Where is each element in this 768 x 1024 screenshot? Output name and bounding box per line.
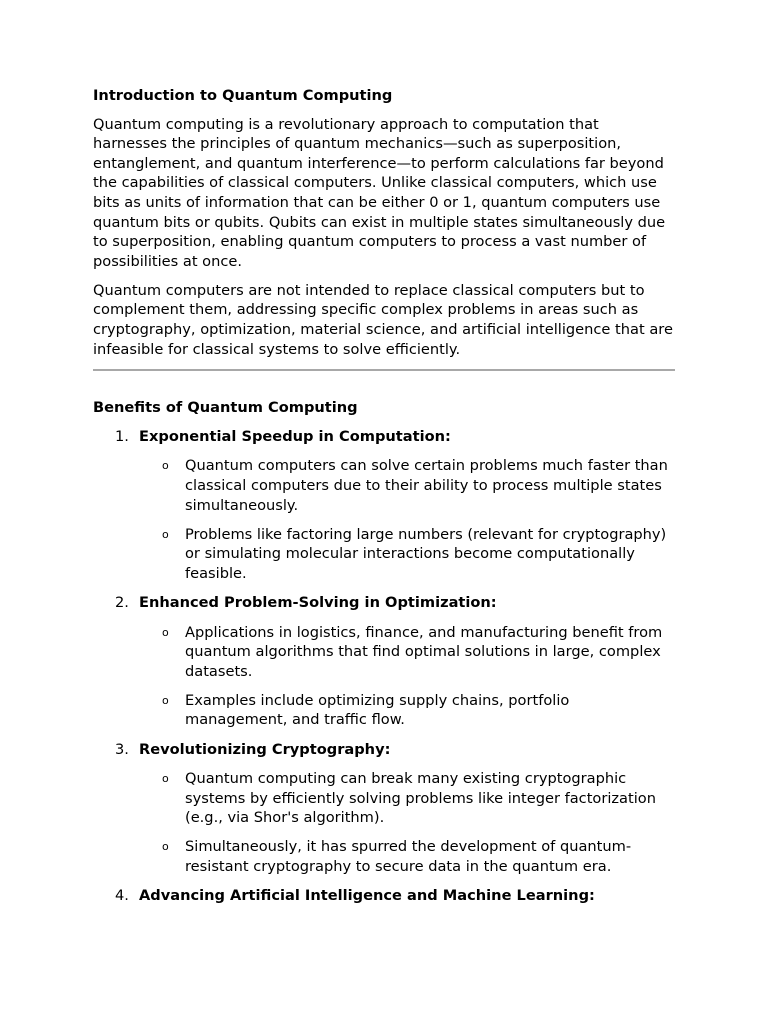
benefit-point xyxy=(139,456,675,515)
intro-paragraph-1: Quantum computing is a revolutionary approach to computation that harnesses the principles of quantum mechanics—such as superposition, entanglement, and quantum interference—to perform calculations far beyond the capabilities of classical computers. Unlike classical computers, which use bits as units of information that can be either 0 or 1, quantum computers use quantum bits or qubits. Qubits can exist in multiple states simultaneously due to superposition, enabling quantum computers to process a vast number of possibilities at once. xyxy=(93,115,666,270)
hollow-bullet-icon: o xyxy=(162,459,169,473)
benefit-points xyxy=(139,623,675,730)
benefits-list xyxy=(93,427,675,906)
benefit-point xyxy=(139,691,675,730)
hollow-bullet-icon: o xyxy=(162,840,169,854)
benefit-point xyxy=(139,769,675,828)
hollow-bullet-icon: o xyxy=(162,527,169,541)
benefit-item xyxy=(93,740,675,877)
benefits-heading: Benefits of Quantum Computing xyxy=(93,398,358,416)
benefit-point-text: Problems like factoring large numbers (relevant for cryptography) or simulating molecular interactions become computationally feasible. xyxy=(185,525,667,582)
section-divider xyxy=(93,369,675,371)
intro-paragraph-2: Quantum computers are not intended to replace classical computers but to complement them, addressing specific complex problems in areas such as cryptography, optimization, material science, and artificial intelligence that are infeasible for classical systems to solve efficiently. xyxy=(93,281,673,358)
benefit-item xyxy=(93,593,675,730)
benefit-item xyxy=(93,886,675,906)
benefit-point xyxy=(139,837,675,876)
benefit-title: Revolutionizing Cryptography: xyxy=(139,740,391,758)
document-page xyxy=(93,86,675,915)
benefit-points xyxy=(139,769,675,876)
benefit-point-text: Simultaneously, it has spurred the development of quantum-resistant cryptography to secure data in the quantum era. xyxy=(185,838,632,875)
benefit-title: Enhanced Problem-Solving in Optimization: xyxy=(139,593,497,611)
hollow-bullet-icon: o xyxy=(162,772,169,786)
benefit-item xyxy=(93,427,675,584)
hollow-bullet-icon: o xyxy=(162,693,169,707)
benefit-point xyxy=(139,623,675,682)
benefit-number: 2. xyxy=(115,593,129,611)
benefit-number: 4. xyxy=(115,887,129,905)
hollow-bullet-icon: o xyxy=(162,625,169,639)
benefit-point-text: Examples include optimizing supply chains, portfolio management, and traffic flow. xyxy=(185,691,570,729)
benefit-point xyxy=(139,525,675,584)
benefit-point-text: Applications in logistics, finance, and manufacturing benefit from quantum algorithms that find optimal solutions in large, complex datasets. xyxy=(185,623,663,680)
benefit-point-text: Quantum computers can solve certain problems much faster than classical computers due to their ability to process multiple states simultaneously. xyxy=(185,457,668,514)
benefit-number: 1. xyxy=(115,427,129,445)
intro-heading: Introduction to Quantum Computing xyxy=(93,87,393,104)
benefit-title: Advancing Artificial Intelligence and Machine Learning: xyxy=(139,887,595,905)
benefit-title: Exponential Speedup in Computation: xyxy=(139,427,451,445)
benefit-number: 3. xyxy=(115,740,129,758)
benefit-point-text: Quantum computing can break many existing cryptographic systems by efficiently solving problems like integer factorization (e.g., via Shor's algorithm). xyxy=(185,770,656,827)
benefit-points xyxy=(139,456,675,583)
